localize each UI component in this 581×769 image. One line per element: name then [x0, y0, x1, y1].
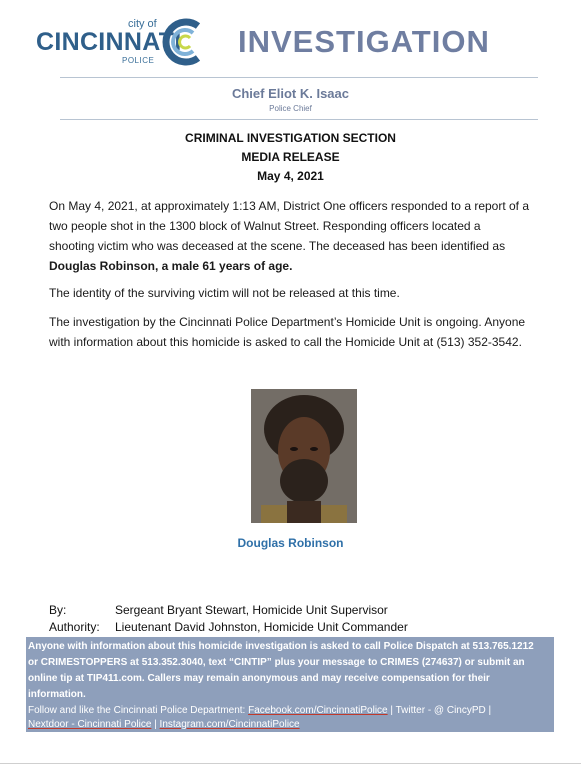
tip-info-line: online tip at TIP411.com. Callers may remain anonymous and may receive compensation for their	[28, 673, 490, 684]
link-separator: |	[151, 719, 160, 730]
victim-identity	[49, 256, 557, 276]
byline-by-value: Sergeant Bryant Stewart, Homicide Unit Supervisor	[115, 603, 388, 617]
social-line-1	[28, 704, 548, 718]
logo-c-mark-icon	[162, 18, 206, 66]
tip-info-line: information.	[28, 689, 86, 700]
paragraph-line: shooting victim who was deceased at the scene. The deceased has been identified as	[49, 239, 506, 253]
paragraph-investigation	[49, 312, 557, 352]
paragraph-incident	[49, 196, 557, 276]
tip-info-box	[26, 637, 554, 732]
tip-info-line: or CRIMESTOPPERS at 513.352.3040, text “CINTIP” plus your message to CRIMES (274637) or submit an	[28, 657, 525, 668]
page-title: INVESTIGATION	[238, 24, 490, 59]
nextdoor-link[interactable]: Nextdoor - Cincinnati Police	[28, 719, 152, 730]
chief-role: Police Chief	[269, 104, 312, 113]
paragraph-line: two people shot in the 1300 block of Walnut Street. Responding officers located a	[49, 219, 481, 233]
paragraph-survivor: The identity of the surviving victim will not be released at this time.	[49, 286, 400, 300]
victim-photo-image	[251, 389, 357, 523]
city-logo	[36, 18, 206, 70]
byline-authority-label: Authority:	[49, 620, 100, 634]
release-date: May 4, 2021	[257, 169, 324, 183]
byline-by	[49, 603, 388, 617]
chief-name: Chief Eliot K. Isaac	[231, 86, 350, 101]
follow-prefix: Follow and like the Cincinnati Police Department:	[28, 705, 249, 716]
victim-photo	[251, 389, 357, 523]
twitter-link[interactable]: | Twitter - @ CincyPD |	[387, 705, 492, 716]
logo-police-text: POLICE	[122, 56, 155, 65]
section-heading: CRIMINAL INVESTIGATION SECTION	[185, 131, 396, 145]
header-divider	[60, 77, 538, 78]
social-links	[28, 704, 548, 732]
social-line-2	[28, 718, 548, 732]
tip-info-line: Anyone with information about this homicide investigation is asked to call Police Dispatch at 513.765.1212	[28, 641, 534, 652]
facebook-link[interactable]: Facebook.com/CincinnatiPolice	[248, 705, 388, 716]
logo-name-text: CINCINNATI	[36, 28, 182, 56]
paragraph-line: On May 4, 2021, at approximately 1:13 AM, District One officers responded to a report of a	[49, 199, 530, 213]
byline-authority	[49, 620, 408, 634]
instagram-link[interactable]: Instagram.com/CincinnatiPolice	[159, 719, 300, 730]
paragraph-line: The investigation by the Cincinnati Police Department’s Homicide Unit is ongoing. Anyone	[49, 315, 526, 329]
logo-city-text: city of	[128, 18, 157, 30]
victim-identity-bold: Douglas Robinson, a male 61 years of age.	[49, 259, 293, 273]
release-type: MEDIA RELEASE	[241, 150, 340, 164]
tip-info-text	[28, 639, 548, 703]
photo-caption: Douglas Robinson	[237, 536, 344, 550]
byline-by-label: By:	[49, 603, 67, 617]
byline-authority-value: Lieutenant David Johnston, Homicide Unit Commander	[115, 620, 408, 634]
chief-divider	[60, 119, 538, 120]
paragraph-line: with information about this homicide is asked to call the Homicide Unit at (513) 352-3542.	[49, 335, 522, 349]
page-bottom-divider	[0, 763, 581, 764]
